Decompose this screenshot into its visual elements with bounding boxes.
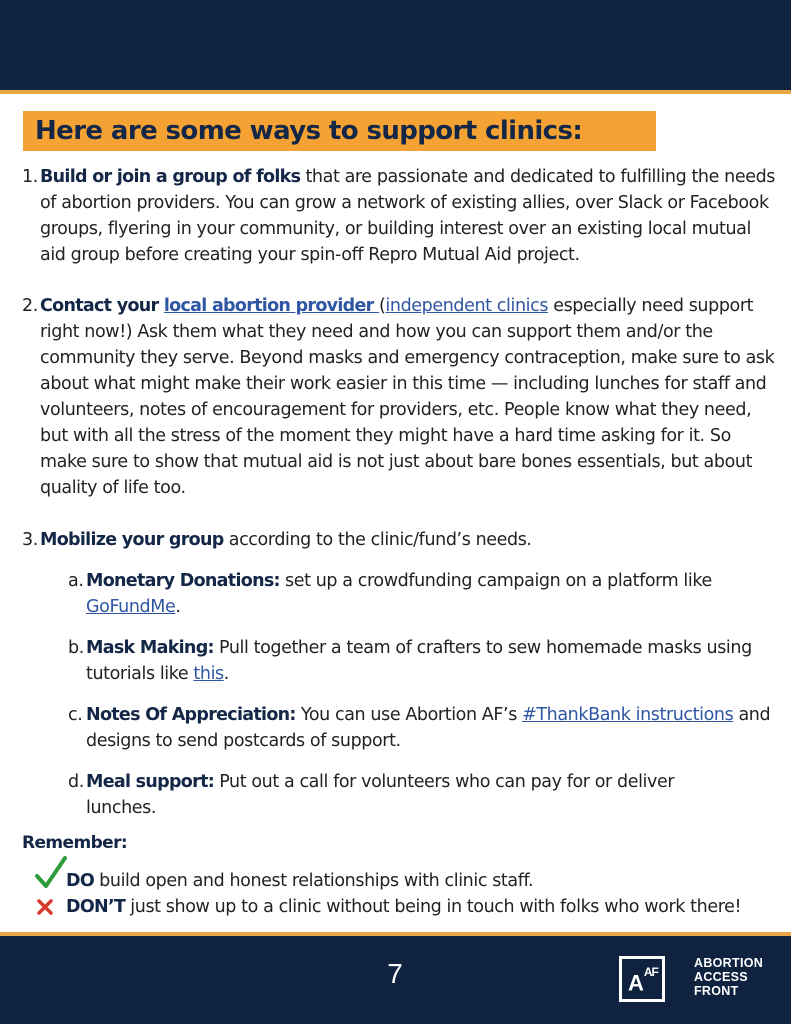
logo-mark: $A^{AF}$	[628, 965, 658, 996]
subitem-a-after: .	[175, 597, 181, 617]
remember-title: Remember:	[22, 833, 128, 853]
subitem-letter-a: a.	[68, 571, 84, 591]
subitem-b-lead: Mask Making:	[86, 638, 214, 658]
page-number: 7	[387, 958, 403, 989]
logo-line-1: ABORTION	[694, 956, 764, 970]
subitem-c-text: You can use Abortion AF’s	[295, 705, 523, 725]
local-abortion-provider-link[interactable]: local abortion provider	[163, 296, 379, 316]
cross-icon	[36, 898, 54, 916]
do-text: build open and honest relationships with clinic staff.	[94, 871, 534, 891]
logo-line-2: ACCESS	[694, 970, 748, 984]
checkmark-icon	[35, 856, 67, 890]
page-heading: Here are some ways to support clinics:	[35, 116, 583, 146]
item-number-1: 1.	[22, 167, 38, 187]
subitem-letter-d: d.	[68, 772, 84, 792]
subitem-d	[86, 769, 726, 821]
subitem-a-lead: Monetary Donations:	[86, 571, 280, 591]
subitem-d-lead: Meal support:	[86, 772, 215, 792]
subitem-b-text: Pull together a team of crafters to sew homemade masks using tutorials like	[86, 638, 752, 684]
subitem-c-lead: Notes Of Appreciation:	[86, 705, 296, 725]
logo-wordmark	[694, 956, 763, 998]
item-number-2: 2.	[22, 296, 38, 316]
independent-clinics-link[interactable]: independent clinics	[385, 296, 549, 316]
list-item-3	[40, 527, 775, 553]
subitem-a-text: set up a crowdfunding campaign on a platform like	[279, 571, 712, 591]
do-line	[66, 868, 776, 894]
dont-lead: DON’T	[66, 897, 126, 917]
item-3-lead: Mobilize your group	[40, 530, 224, 550]
item-1-lead: Build or join a group of folks	[40, 167, 301, 187]
header-rule	[0, 90, 791, 94]
subitem-a	[86, 568, 776, 620]
subitem-b	[86, 635, 776, 687]
subitem-letter-c: c.	[68, 705, 83, 725]
item-2-paren: (	[378, 296, 386, 316]
dont-line	[66, 894, 781, 920]
do-lead: DO	[66, 871, 95, 891]
subitem-c-after: and designs to send postcards of support.	[86, 705, 771, 751]
list-item-1	[40, 164, 775, 268]
subitem-d-text: Put out a call for volunteers who can pay for or deliver lunches.	[86, 772, 675, 818]
mask-tutorial-link[interactable]: this	[193, 664, 224, 684]
item-3-text: according to the clinic/fund’s needs.	[223, 530, 532, 550]
header-band	[0, 0, 791, 90]
gofundme-link[interactable]: GoFundMe	[86, 597, 176, 617]
abortion-access-front-logo	[619, 956, 665, 1002]
thankbank-instructions-link[interactable]: #ThankBank instructions	[522, 705, 734, 725]
list-item-2	[40, 293, 775, 501]
item-number-3: 3.	[22, 530, 38, 550]
item-2-text: especially need support right now!) Ask them what they need and how you can support them and/or the community they serve. Beyond masks and emergency contraception, make sure to ask about what might make their work easier in this time — including lunches for staff and volunteers, notes of encouragement for providers, etc. People know what they need, but with all the stress of the moment they might have a hard time asking for it. So make sure to show that mutual aid is not just about bare bones essentials, but about quality of life too.	[40, 296, 775, 498]
subitem-letter-b: b.	[68, 638, 84, 658]
item-2-lead: Contact your	[40, 296, 164, 316]
item-1-text: that are passionate and dedicated to fulfilling the needs of abortion providers. You can grow a network of existing allies, over Slack or Facebook groups, flyering in your community, or building interest over an existing local mutual aid group before creating your spin-off Repro Mutual Aid project.	[40, 167, 776, 265]
subitem-b-after: .	[223, 664, 229, 684]
subitem-c	[86, 702, 776, 754]
logo-line-3: FRONT	[694, 984, 739, 998]
dont-text: just show up to a clinic without being in touch with folks who work there!	[125, 897, 742, 917]
